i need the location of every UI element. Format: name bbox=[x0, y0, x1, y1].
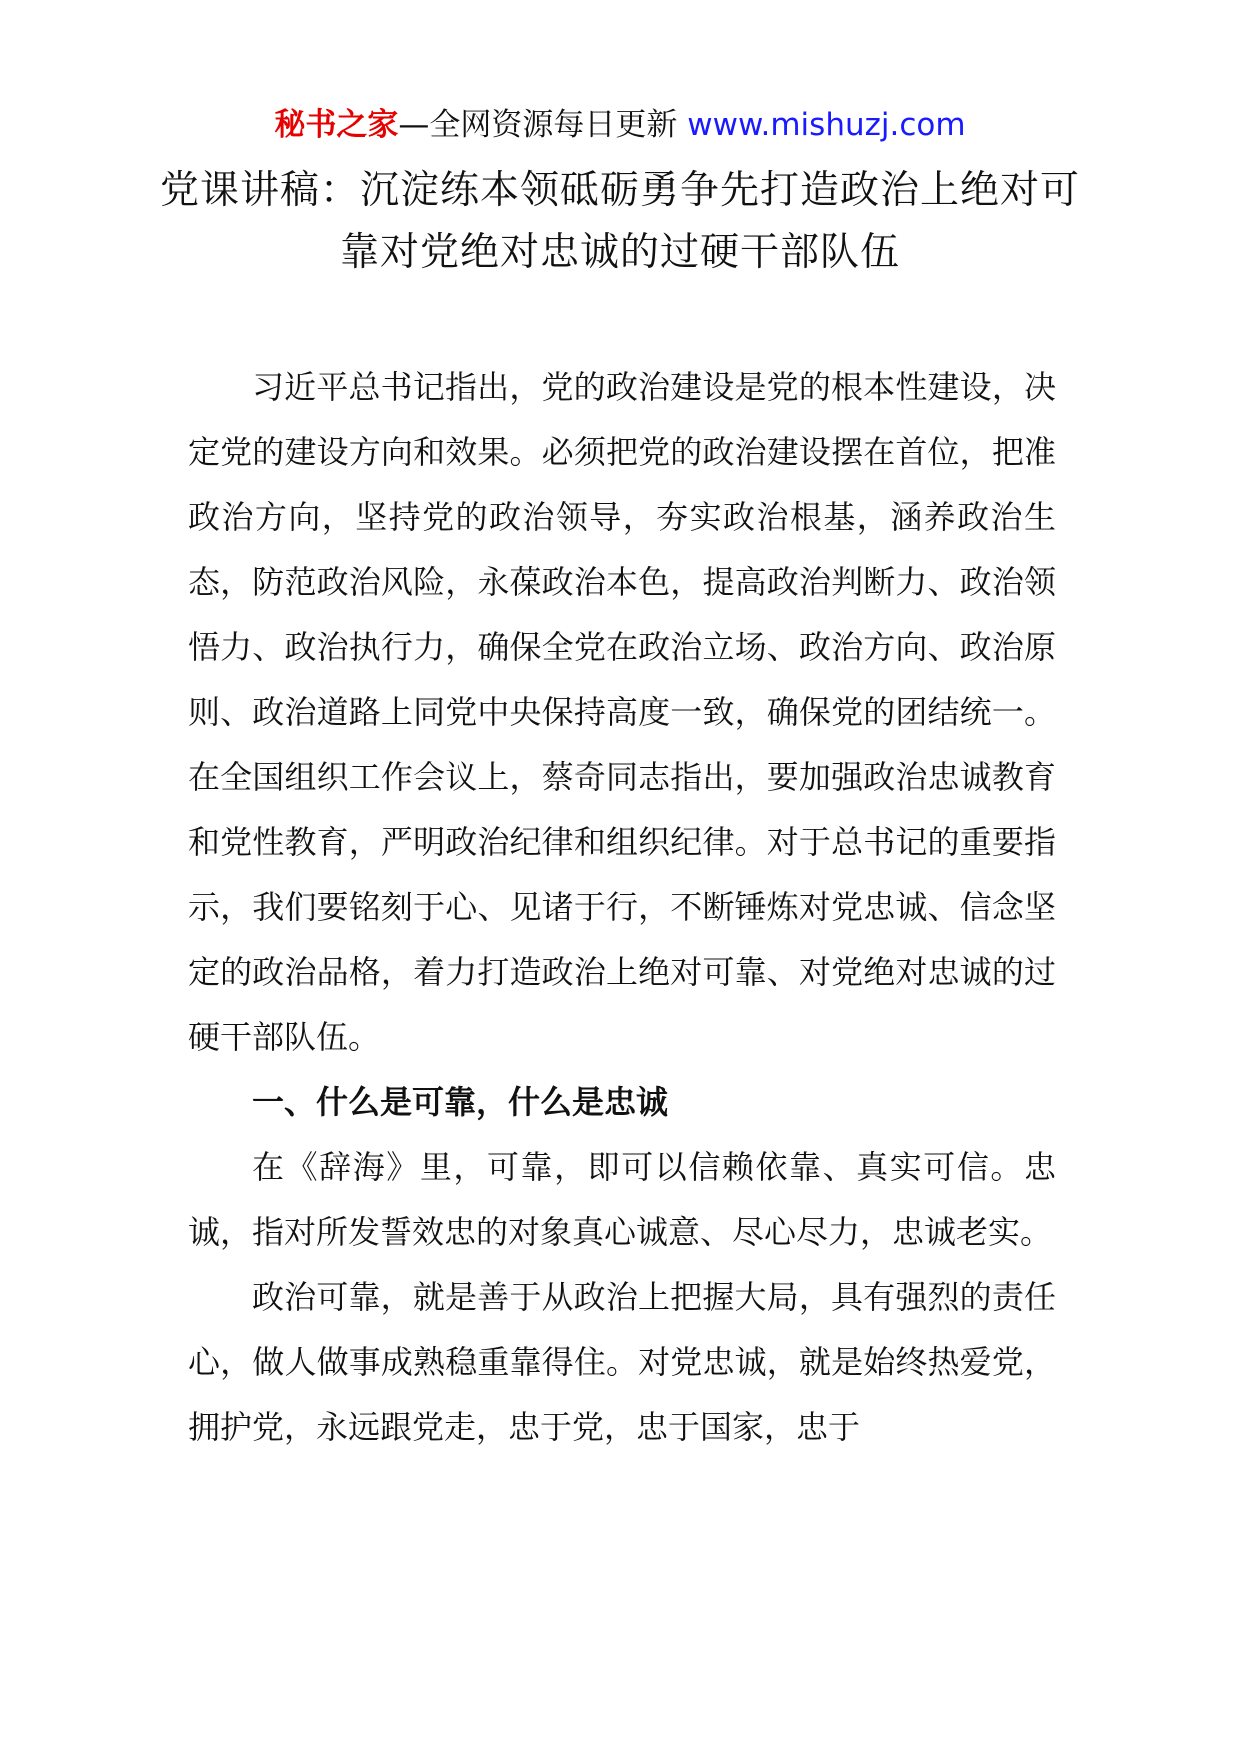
page-header bbox=[0, 98, 1240, 152]
document-body bbox=[188, 355, 1056, 1460]
paragraph-intro: 习近平总书记指出，党的政治建设是党的根本性建设，决定党的建设方向和效果。必须把党的政治建设摆在首位，把准政治方向，坚持党的政治领导，夯实政治根基，涵养政治生态，防范政治风险，永葆政治本色，提高政治判断力、政治领悟力、政治执行力，确保全党在政治立场、政治方向、政治原则、政治道路上同党中央保持高度一致，确保党的团结统一。在全国组织工作会议上，蔡奇同志指出，要加强政治忠诚教育和党性教育，严明政治纪律和组织纪律。对于总书记的重要指示，我们要铭刻于心、见诸于行，不断锤炼对党忠诚、信念坚定的政治品格，着力打造政治上绝对可靠、对党绝对忠诚的过硬干部队伍。 bbox=[188, 368, 1056, 1056]
brand-name: 秘书之家 bbox=[274, 107, 399, 143]
section-heading-1: 一、什么是可靠，什么是忠诚 bbox=[252, 1083, 669, 1121]
paragraph-definition: 在《辞海》里，可靠，即可以信赖依靠、真实可信。忠诚，指对所发誓效忠的对象真心诚意、尽心尽力，忠诚老实。 bbox=[188, 1148, 1056, 1251]
header-slogan: —全网资源每日更新 bbox=[398, 107, 688, 143]
website-link[interactable]: www.mishuzj.com bbox=[687, 107, 966, 143]
paragraph-political-reliability: 政治可靠，就是善于从政治上把握大局，具有强烈的责任心，做人做事成熟稳重靠得住。对党忠诚，就是始终热爱党，拥护党，永远跟党走，忠于党，忠于国家，忠于 bbox=[188, 1278, 1056, 1446]
document-title: 党课讲稿：沉淀练本领砥砺勇争先打造政治上绝对可靠对党绝对忠诚的过硬干部队伍 bbox=[159, 168, 1080, 275]
